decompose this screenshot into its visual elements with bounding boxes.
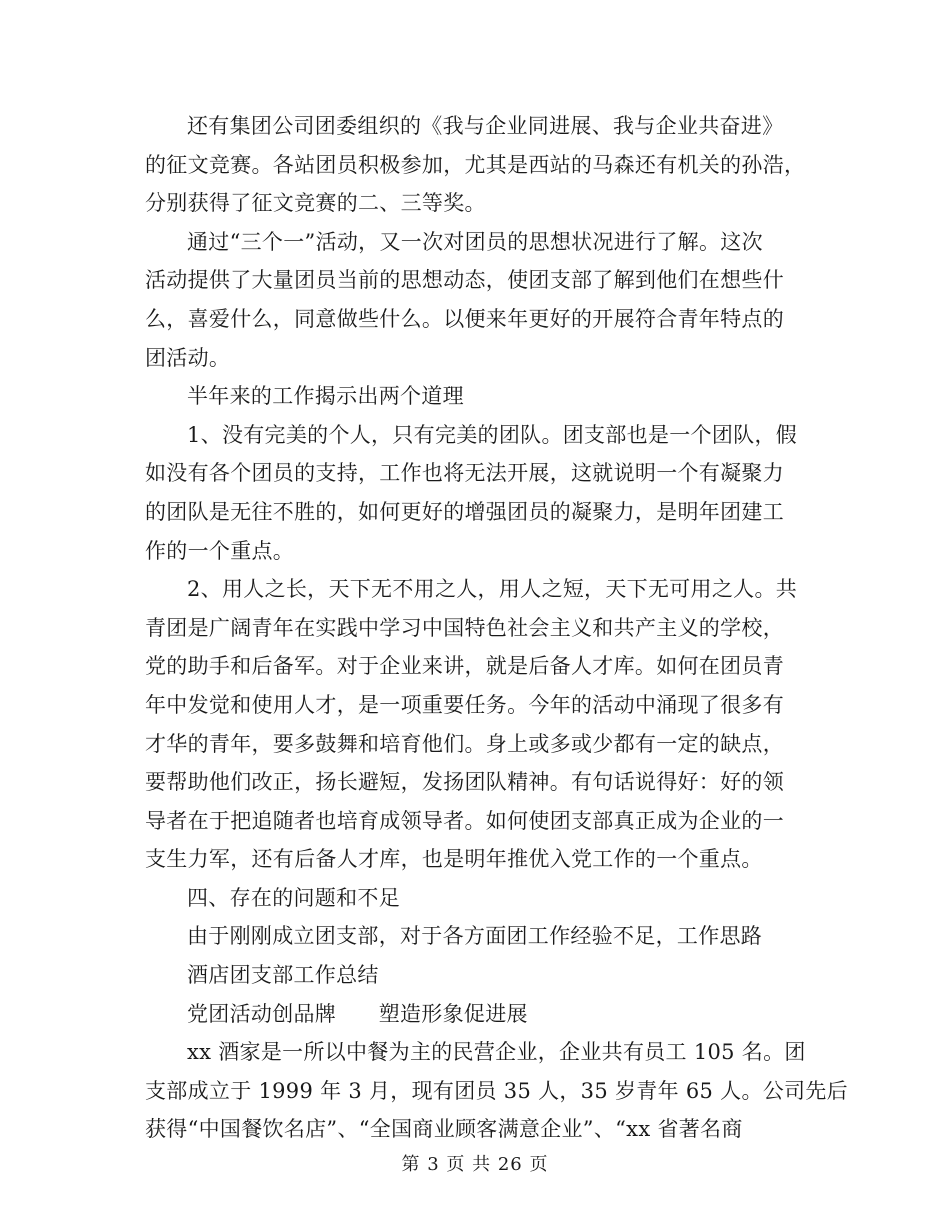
paragraph-hotel-intro: [145, 1033, 848, 1149]
text-line: 的征文竞赛。各站团员积极参加，尤其是西站的马森还有机关的孙浩，: [145, 152, 806, 177]
text-line: 2、用人之长，天下无不用之人，用人之短，天下无可用之人。共: [187, 577, 798, 602]
text-line: 支生力军，还有后备人才库，也是明年推优入党工作的一个重点。: [145, 847, 763, 872]
text-line: 团活动。: [145, 345, 231, 370]
document-body: [145, 107, 848, 1149]
paragraph-hotel-summary-title: [145, 956, 810, 995]
text-line: 的团队是无往不胜的，如何更好的增强团员的凝聚力，是明年团建工: [145, 499, 784, 524]
paragraph-principle-one: [145, 416, 810, 570]
text-line: 由于刚刚成立团支部，对于各方面团工作经验不足，工作思路: [187, 924, 763, 949]
document-title: 酒店团支部工作总结: [187, 963, 379, 988]
text-line: 才华的青年，要多鼓舞和培育他们。身上或多或少都有一定的缺点，: [145, 731, 784, 756]
paragraph-problems-heading: [145, 879, 810, 918]
paragraph-problems-text: [145, 917, 810, 956]
text-line: 要帮助他们改正，扬长避短，发扬团队精神。有句话说得好：好的领: [145, 770, 784, 795]
paragraph-hotel-subtitle: [145, 995, 810, 1034]
paragraph-two-principles-heading: [145, 377, 810, 416]
text-line: 还有集团公司团委组织的《我与企业同进展、我与企业共奋进》: [187, 114, 784, 138]
text-line: 支部成立于 1999 年 3 月，现有团员 35 人，35 岁青年 65 人。公司先后: [145, 1078, 848, 1103]
text-line: 年中发觉和使用人才，是一项重要任务。今年的活动中涌现了很多有: [145, 692, 784, 717]
text-line: 如没有各个团员的支持，工作也将无法开展，这就说明一个有凝聚力: [145, 461, 784, 486]
text-line: 作的一个重点。: [145, 538, 295, 563]
paragraph-essay-contest: [145, 107, 810, 223]
text-line: 导者在于把追随者也培育成领导者。如何使团支部真正成为企业的一: [145, 808, 784, 833]
text-line: 分别获得了征文竞赛的二、三等奖。: [145, 191, 486, 216]
paragraph-principle-two: [145, 570, 810, 879]
text-line: 获得“中国餐饮名店”、“全国商业顾客满意企业”、“xx 省著名商: [145, 1117, 743, 1142]
text-line: 1、没有完美的个人，只有完美的团队。团支部也是一个团队，假: [187, 422, 798, 447]
text-line: 通过“三个一”活动，又一次对团员的思想状况进行了解。这次: [187, 229, 763, 254]
text-line: 党的助手和后备军。对于企业来讲，就是后备人才库。如何在团员青: [145, 654, 784, 679]
page-number-footer: 第 3 页 共 26 页: [401, 1154, 549, 1175]
text-line: 活动提供了大量团员当前的思想动态，使团支部了解到他们在想些什: [145, 268, 784, 293]
paragraph-three-ones-activity: [145, 223, 810, 377]
text-line: 么，喜爱什么，同意做些什么。以便来年更好的开展符合青年特点的: [145, 306, 784, 331]
section-heading: 四、存在的问题和不足: [187, 885, 400, 910]
text-line: 青团是广阔青年在实践中学习中国特色社会主义和共产主义的学校，: [145, 615, 784, 640]
document-subtitle: 党团活动创品牌 塑造形象促进展: [187, 1001, 528, 1026]
text-line: xx 酒家是一所以中餐为主的民营企业，企业共有员工 105 名。团: [187, 1040, 806, 1065]
section-heading: 半年来的工作揭示出两个道理: [187, 384, 464, 409]
